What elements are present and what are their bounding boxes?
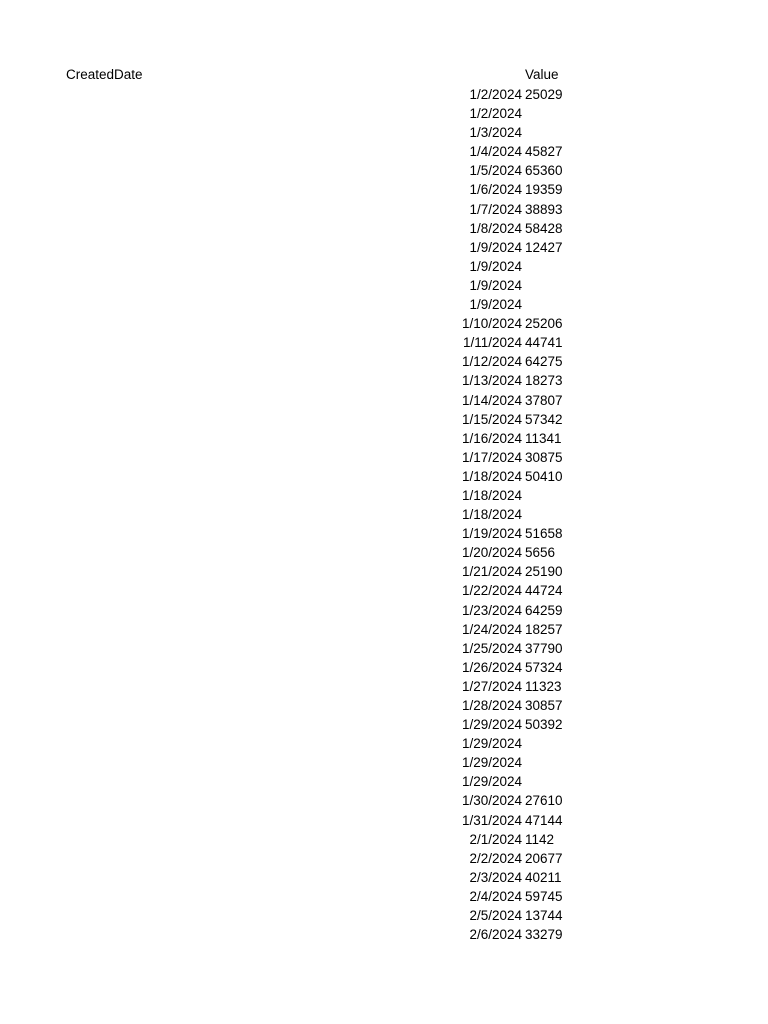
table-row: [0, 868, 768, 887]
value-cell: 1142: [525, 831, 555, 847]
table-row: [0, 238, 768, 257]
created-date-cell: 1/29/2024: [461, 774, 522, 790]
created-date-cell: 1/6/2024: [469, 182, 522, 198]
table-row: [0, 486, 768, 505]
created-date-cell: 1/31/2024: [461, 812, 522, 828]
value-cell: 58428: [525, 220, 563, 236]
table-row: [0, 200, 768, 219]
created-date-cell: 1/21/2024: [461, 564, 522, 580]
created-date-cell: 1/18/2024: [461, 487, 522, 503]
value-cell: 51658: [525, 526, 563, 542]
value-cell: 40211: [525, 869, 562, 885]
table-row: [0, 371, 768, 390]
created-date-cell: 1/20/2024: [461, 545, 522, 561]
table-row: [0, 715, 768, 734]
created-date-cell: 1/15/2024: [461, 411, 522, 427]
created-date-cell: 1/17/2024: [461, 449, 522, 465]
table-row: [0, 391, 768, 410]
table-row: [0, 562, 768, 581]
value-cell: 27610: [525, 793, 563, 809]
table-row: [0, 180, 768, 199]
table-row: [0, 333, 768, 352]
table-row: [0, 581, 768, 600]
value-cell: 20677: [525, 850, 563, 866]
created-date-cell: 1/27/2024: [461, 678, 522, 694]
value-cell: 44741: [525, 335, 563, 351]
table-row: [0, 276, 768, 295]
value-cell: 30875: [525, 449, 563, 465]
value-cell: 59745: [525, 888, 563, 904]
table-row: [0, 314, 768, 333]
table-row: [0, 142, 768, 161]
created-date-cell: 1/13/2024: [461, 373, 522, 389]
created-date-cell: 1/25/2024: [461, 640, 522, 656]
value-cell: 18257: [525, 621, 563, 637]
created-date-cell: 1/10/2024: [461, 316, 522, 332]
table-row: [0, 161, 768, 180]
table-row: [0, 811, 768, 830]
created-date-cell: 1/12/2024: [461, 354, 522, 370]
created-date-cell: 1/22/2024: [461, 583, 522, 599]
created-date-cell: 1/28/2024: [461, 698, 522, 713]
value-cell: 18273: [525, 373, 563, 389]
created-date-cell: 2/6/2024: [469, 927, 522, 943]
created-date-cell: 1/16/2024: [461, 430, 522, 446]
table-row: [0, 448, 768, 467]
table-row: [0, 658, 768, 677]
value-cell: 38893: [525, 201, 563, 217]
table-row: [0, 543, 768, 562]
value-cell: 37807: [525, 392, 563, 408]
value-cell: 57324: [525, 659, 563, 675]
table-row: [0, 849, 768, 868]
value-cell: 5656: [525, 545, 556, 561]
table-row: [0, 734, 768, 753]
table-row: [0, 830, 768, 849]
created-date-cell: 2/4/2024: [469, 888, 522, 904]
table-row: [0, 257, 768, 276]
value-cell: 13744: [525, 908, 563, 924]
table-row: [0, 772, 768, 791]
table-row: [0, 104, 768, 123]
value-cell: 37790: [525, 640, 563, 656]
table-row: [0, 505, 768, 524]
created-date-cell: 1/9/2024: [469, 258, 522, 274]
table-row: [0, 352, 768, 371]
table-row: [0, 123, 768, 142]
table-row: [0, 601, 768, 620]
created-date-cell: 1/9/2024: [469, 239, 522, 255]
table-row: [0, 677, 768, 696]
value-cell: 11323: [525, 678, 562, 694]
table-row: [0, 753, 768, 772]
table-row: [0, 85, 768, 104]
created-date-cell: 1/9/2024: [469, 277, 522, 293]
table-row: [0, 925, 768, 944]
created-date-cell: 1/19/2024: [461, 526, 522, 542]
created-date-cell: 1/26/2024: [461, 659, 522, 675]
value-cell: 65360: [525, 163, 563, 179]
created-date-cell: 1/30/2024: [461, 793, 522, 809]
table-row: [0, 524, 768, 543]
value-cell: 25206: [525, 316, 563, 332]
table-row: [0, 791, 768, 810]
table-row: [0, 887, 768, 906]
created-date-cell: 1/24/2024: [461, 621, 522, 637]
table-row: [0, 467, 768, 486]
value-cell: 33279: [525, 927, 563, 943]
created-date-cell: 1/23/2024: [461, 602, 522, 618]
created-date-cell: 1/18/2024: [461, 507, 522, 523]
created-date-cell: 1/7/2024: [469, 201, 522, 217]
created-date-cell: 1/29/2024: [461, 717, 522, 733]
value-cell: 25190: [525, 564, 563, 580]
created-date-cell: 1/5/2024: [469, 163, 522, 179]
created-date-cell: 2/1/2024: [469, 831, 522, 847]
value-cell: 64259: [525, 602, 563, 618]
created-date-cell: 1/3/2024: [469, 125, 522, 141]
table-row: [0, 639, 768, 658]
table-row: [0, 219, 768, 238]
created-date-cell: 2/2/2024: [469, 850, 522, 866]
created-date-cell: 1/18/2024: [461, 468, 522, 484]
value-cell: 47144: [525, 812, 563, 828]
table-row: [0, 410, 768, 429]
table-row: [0, 696, 768, 715]
value-cell: 30857: [525, 698, 563, 713]
value-cell: 25029: [525, 87, 563, 102]
value-cell: 11341: [525, 430, 562, 446]
created-date-cell: 2/3/2024: [469, 869, 522, 885]
created-date-cell: 1/14/2024: [461, 392, 522, 408]
column-header-value: Value: [525, 67, 559, 82]
value-cell: 12427: [525, 239, 563, 255]
value-cell: 64275: [525, 354, 563, 370]
created-date-cell: 1/2/2024: [469, 87, 522, 102]
created-date-cell: 1/29/2024: [461, 736, 522, 752]
value-cell: 45827: [525, 144, 563, 160]
value-cell: 44724: [525, 583, 563, 599]
value-cell: 50410: [525, 468, 563, 484]
value-cell: 50392: [525, 717, 563, 733]
created-date-cell: 2/5/2024: [469, 908, 522, 924]
created-date-cell: 1/8/2024: [469, 220, 522, 236]
created-date-cell: 1/11/2024: [462, 335, 522, 351]
table-row: [0, 620, 768, 639]
column-header-created-date: CreatedDate: [66, 67, 143, 82]
table-row: [0, 295, 768, 314]
value-cell: 19359: [525, 182, 563, 198]
created-date-cell: 1/4/2024: [469, 144, 522, 160]
created-date-cell: 1/29/2024: [461, 755, 522, 771]
data-rows: [0, 85, 768, 944]
value-cell: 57342: [525, 411, 563, 427]
table-row: [0, 429, 768, 448]
created-date-cell: 1/9/2024: [469, 297, 522, 313]
table-row: [0, 906, 768, 925]
created-date-cell: 1/2/2024: [469, 106, 522, 122]
